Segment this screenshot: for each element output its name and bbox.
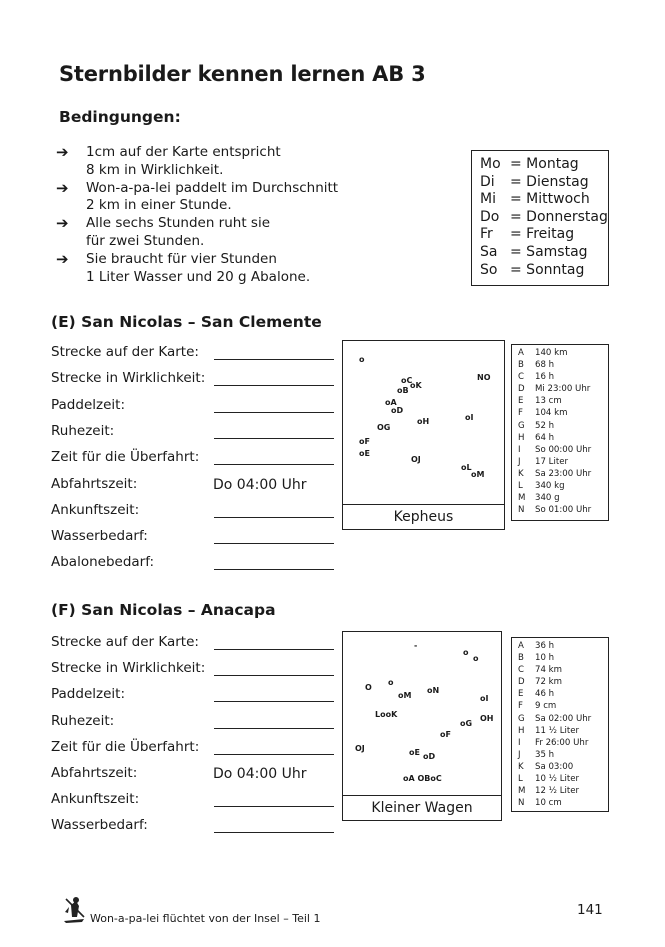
key-letter: E	[518, 689, 524, 700]
star-label: oD	[391, 406, 404, 415]
star-label: oI	[480, 694, 489, 703]
key-row	[518, 773, 608, 785]
weekday-abbr: Do	[480, 208, 500, 225]
answer-line[interactable]	[214, 675, 334, 676]
key-value: Sa 03:00	[535, 761, 574, 772]
field-label: Ankunftszeit:	[51, 501, 140, 518]
key-row	[518, 797, 608, 809]
key-letter: G	[518, 420, 525, 431]
weekday-row	[480, 209, 608, 227]
weekday-abbr: Di	[480, 173, 495, 190]
section-e-title: (E) San Nicolas – San Clemente	[51, 313, 322, 331]
answer-line[interactable]	[214, 359, 334, 360]
key-row	[518, 652, 608, 664]
key-letter: N	[518, 505, 525, 516]
answer-line[interactable]	[214, 806, 334, 807]
star-label: oN	[427, 686, 440, 695]
key-letter: D	[518, 677, 525, 688]
key-letter: N	[518, 798, 525, 809]
star-label: oE	[409, 748, 420, 757]
field-label: Strecke in Wirklichkeit:	[51, 370, 206, 387]
key-letter: C	[518, 665, 525, 676]
key-letter: H	[518, 725, 525, 736]
key-value: 64 h	[535, 432, 555, 443]
key-row	[518, 664, 608, 676]
star-label: oG	[460, 719, 473, 728]
key-row	[518, 480, 608, 492]
key-value: 72 km	[535, 677, 563, 688]
key-row	[518, 725, 608, 737]
arrow-right-icon: ➔	[56, 143, 69, 161]
star-label: oF	[440, 730, 451, 739]
answer-line[interactable]	[214, 832, 334, 833]
section-f-title: (F) San Nicolas – Anacapa	[51, 601, 276, 619]
condition-item	[56, 215, 356, 251]
key-value: 36 h	[535, 641, 555, 651]
key-letter: L	[518, 481, 523, 492]
star-label: oC	[401, 376, 413, 385]
weekday-row	[480, 262, 608, 280]
key-letter: K	[518, 468, 524, 479]
star-label: LooK	[375, 710, 398, 719]
star-label: oM	[471, 470, 485, 479]
page-number: 141	[577, 902, 603, 918]
star-label: NO	[477, 373, 491, 382]
weekday-row	[480, 156, 608, 174]
key-value: Mi 23:00 Uhr	[535, 384, 591, 395]
answer-line[interactable]	[214, 569, 334, 570]
weekday-abbr: Mo	[480, 156, 501, 172]
star-label: oB	[397, 386, 409, 395]
weekday-name: = Donnerstag	[510, 208, 608, 225]
key-value: 104 km	[535, 408, 568, 419]
field-label: Paddelzeit:	[51, 396, 125, 413]
star-label: oA	[385, 398, 397, 407]
key-row	[518, 785, 608, 797]
field-label: Ruhezeit:	[51, 712, 115, 729]
key-value: 13 cm	[535, 396, 562, 407]
map-kepheus	[342, 340, 505, 530]
field-label: Wasserbedarf:	[51, 817, 148, 834]
answer-line[interactable]	[214, 701, 334, 702]
conditions-list	[56, 144, 356, 286]
weekday-row	[480, 244, 608, 262]
field-label: Paddelzeit:	[51, 686, 125, 703]
weekday-name: = Freitag	[510, 226, 575, 243]
field-label: Strecke in Wirklichkeit:	[51, 660, 206, 677]
star-label: oM	[398, 691, 412, 700]
star-label: OH	[480, 714, 494, 723]
star-label: oK	[410, 381, 422, 390]
key-row	[518, 347, 608, 359]
answer-line[interactable]	[214, 517, 334, 518]
key-value: 340 kg	[535, 481, 565, 492]
key-letter: M	[518, 786, 526, 797]
key-value: 10 h	[535, 653, 555, 664]
key-letter: B	[518, 360, 524, 371]
field-label: Ankunftszeit:	[51, 791, 140, 808]
key-letter: J	[518, 456, 521, 467]
star-label: o	[463, 648, 469, 657]
arrow-right-icon: ➔	[56, 214, 69, 233]
star-label: OJ	[355, 744, 365, 753]
key-value: So 01:00 Uhr	[535, 505, 592, 516]
star-label: oL	[461, 463, 472, 472]
condition-text: Sie braucht für vier Stunden 1 Liter Wasser und 20 g Abalone.	[86, 250, 311, 285]
star-label: O	[365, 683, 372, 692]
condition-item	[56, 180, 356, 216]
key-value: 35 h	[535, 749, 555, 760]
condition-item	[56, 144, 356, 180]
field-label: Abalonebedarf:	[51, 554, 155, 571]
answer-line[interactable]	[214, 649, 334, 650]
page-title: Sternbilder kennen lernen AB 3	[59, 62, 426, 86]
key-value: 52 h	[535, 420, 555, 431]
star-label: OJ	[411, 455, 421, 464]
key-letter: K	[518, 761, 524, 772]
answer-line[interactable]	[214, 728, 334, 729]
key-row	[518, 688, 608, 700]
key-letter: F	[518, 701, 523, 712]
key-row	[518, 383, 608, 395]
condition-item	[56, 251, 356, 287]
answer-key-e	[511, 344, 609, 521]
weekday-name: = Montag	[510, 156, 579, 172]
map-kleiner-wagen	[342, 631, 502, 821]
key-row	[518, 456, 608, 468]
key-letter: H	[518, 432, 525, 443]
key-value: 16 h	[535, 372, 555, 383]
key-row	[518, 468, 608, 480]
conditions-heading: Bedingungen:	[59, 108, 181, 126]
key-value: Sa 23:00 Uhr	[535, 468, 592, 479]
star-label: OG	[377, 423, 391, 432]
key-value: 340 g	[535, 493, 560, 504]
footer-text: Won-a-pa-lei flüchtet von der Insel – Teil 1	[90, 912, 321, 925]
condition-text: Alle sechs Stunden ruht sie für zwei Stunden.	[86, 215, 271, 249]
key-letter: C	[518, 372, 525, 383]
field-value: Do 04:00 Uhr	[213, 766, 307, 782]
key-row	[518, 359, 608, 371]
arrow-right-icon: ➔	[56, 178, 69, 197]
condition-text: 1cm auf der Karte entspricht 8 km in Wirklichkeit.	[86, 144, 281, 178]
star-label: oD	[423, 752, 436, 761]
key-value: 74 km	[535, 665, 563, 676]
key-value: 9 cm	[535, 701, 557, 712]
weekday-row	[480, 226, 608, 244]
field-label: Wasserbedarf:	[51, 528, 148, 545]
weekday-row	[480, 174, 608, 192]
star-label: oH	[417, 417, 430, 426]
key-letter: E	[518, 396, 524, 407]
weekday-name: = Dienstag	[510, 173, 589, 190]
weekday-abbr: Sa	[480, 243, 498, 260]
star-label: o	[473, 654, 479, 663]
key-row	[518, 504, 608, 516]
answer-key-f	[511, 637, 609, 812]
weekday-row	[480, 191, 608, 209]
key-value: 68 h	[535, 360, 555, 371]
field-label: Ruhezeit:	[51, 422, 115, 439]
key-row	[518, 737, 608, 749]
key-value: 10 ½ Liter	[535, 774, 580, 785]
key-value: Sa 02:00 Uhr	[535, 713, 592, 724]
key-value: 11 ½ Liter	[535, 725, 580, 736]
key-letter: M	[518, 493, 526, 504]
map-caption: Kleiner Wagen	[343, 795, 501, 820]
weekday-name: = Samstag	[510, 243, 588, 260]
star-label: oF	[359, 437, 370, 446]
key-letter: I	[518, 444, 521, 455]
map-caption: Kepheus	[343, 504, 504, 529]
star-label: oA OBoC	[403, 774, 442, 783]
star-label: o	[388, 678, 394, 687]
weekday-abbr: Fr	[480, 226, 493, 243]
key-value: Fr 26:00 Uhr	[535, 737, 589, 748]
key-row	[518, 676, 608, 688]
answer-line[interactable]	[214, 385, 334, 386]
star-label: oI	[465, 413, 474, 422]
paddler-figure-icon	[60, 895, 88, 925]
field-label: Zeit für die Überfahrt:	[51, 449, 200, 466]
key-letter: A	[518, 348, 524, 358]
key-letter: B	[518, 653, 524, 664]
key-letter: G	[518, 713, 525, 724]
field-label: Abfahrtszeit:	[51, 765, 138, 781]
key-row	[518, 761, 608, 773]
field-label: Zeit für die Überfahrt:	[51, 738, 200, 755]
answer-line[interactable]	[214, 754, 334, 755]
key-row	[518, 407, 608, 419]
field-label: Strecke auf der Karte:	[51, 634, 199, 650]
answer-line[interactable]	[214, 412, 334, 413]
key-value: 140 km	[535, 348, 568, 358]
weekday-name: = Mittwoch	[510, 191, 590, 208]
weekday-abbr: Mi	[480, 191, 496, 208]
answer-line[interactable]	[214, 543, 334, 544]
key-value: 12 ½ Liter	[535, 786, 580, 797]
answer-line[interactable]	[214, 438, 334, 439]
weekday-name: = Sonntag	[510, 261, 585, 278]
answer-line[interactable]	[214, 464, 334, 465]
condition-text: Won-a-pa-lei paddelt im Durchschnitt 2 km in einer Stunde.	[86, 179, 339, 214]
key-row	[518, 492, 608, 504]
key-row	[518, 640, 608, 652]
field-value: Do 04:00 Uhr	[213, 476, 307, 493]
key-letter: A	[518, 641, 524, 651]
key-letter: F	[518, 408, 523, 419]
key-letter: I	[518, 737, 521, 748]
star-label: -	[414, 641, 418, 650]
key-row	[518, 395, 608, 407]
key-value: So 00:00 Uhr	[535, 444, 592, 455]
key-row	[518, 713, 608, 725]
key-row	[518, 700, 608, 712]
key-row	[518, 444, 608, 456]
key-row	[518, 432, 608, 444]
key-value: 10 cm	[535, 798, 562, 809]
field-label: Strecke auf der Karte:	[51, 344, 199, 360]
key-value: 17 Liter	[535, 456, 569, 467]
key-row	[518, 749, 608, 761]
arrow-right-icon: ➔	[56, 249, 69, 268]
key-row	[518, 420, 608, 432]
weekday-abbr: So	[480, 261, 498, 278]
key-row	[518, 371, 608, 383]
star-label: o	[359, 355, 365, 364]
key-letter: D	[518, 384, 525, 395]
key-letter: J	[518, 749, 521, 760]
key-value: 46 h	[535, 689, 555, 700]
weekday-legend-box	[471, 150, 609, 286]
field-label: Abfahrtszeit:	[51, 475, 138, 492]
star-label: oE	[359, 449, 370, 458]
key-letter: L	[518, 774, 523, 785]
